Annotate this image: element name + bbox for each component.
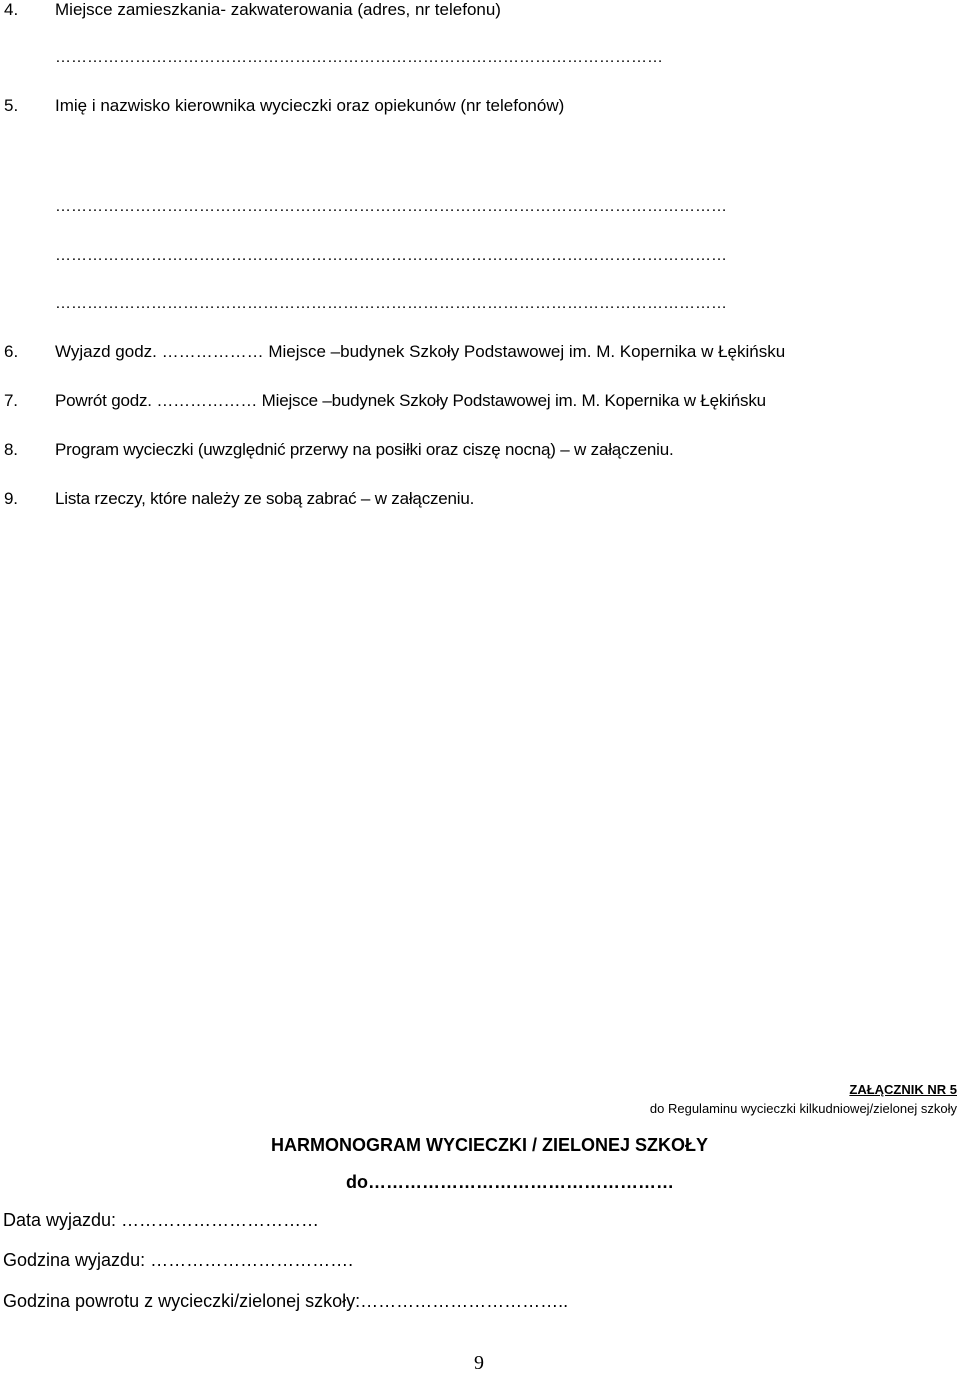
return-time-field[interactable]: Godzina powrotu z wycieczki/zielonej szkoły:…………………………….. — [3, 1291, 569, 1311]
item-5-dotted-line-1[interactable]: ……………………………………………………………………………………………………………… — [55, 198, 727, 215]
item-7-number: 7. — [4, 391, 18, 410]
item-4-number: 4. — [4, 0, 19, 19]
item-6-text: Wyjazd godz. ……………… Miejsce –budynek Szkoły Podstawowej im. M. Kopernika w Łękińsku — [55, 342, 786, 361]
item-5-dotted-line-2[interactable]: ……………………………………………………………………………………………………………… — [55, 247, 727, 264]
item-8-number: 8. — [4, 440, 18, 459]
item-5-text: Imię i nazwisko kierownika wycieczki oraz opiekunów (nr telefonów) — [55, 96, 565, 115]
annex-subtitle: do Regulaminu wycieczki kilkudniowej/zielonej szkoły — [649, 1101, 957, 1116]
departure-time-field[interactable]: Godzina wyjazdu: ……………………………. — [3, 1250, 354, 1270]
item-7-text: Powrót godz. ……………… Miejsce –budynek Szkoły Podstawowej im. M. Kopernika w Łękińsku — [55, 391, 766, 410]
item-4-text: Miejsce zamieszkania- zakwaterowania (adres, nr telefonu) — [55, 0, 501, 19]
item-5-dotted-line-3[interactable]: ……………………………………………………………………………………………………………… — [55, 295, 727, 312]
departure-date-field[interactable]: Data wyjazdu: …………………………… — [3, 1210, 320, 1230]
item-8-text: Program wycieczki (uwzględnić przerwy na posiłki oraz ciszę nocną) – w załączeniu. — [55, 440, 674, 459]
schedule-to-field[interactable]: do…………………………………………… — [346, 1172, 674, 1192]
item-9-text: Lista rzeczy, które należy ze sobą zabrać – w załączeniu. — [55, 489, 475, 508]
item-4-dotted-line[interactable]: …………………………………………………………………………………………………… — [55, 49, 663, 66]
item-9-number: 9. — [4, 489, 18, 508]
schedule-title: HARMONOGRAM WYCIECZKI / ZIELONEJ SZKOŁY — [271, 1135, 709, 1155]
item-5-number: 5. — [4, 96, 19, 115]
item-6-number: 6. — [4, 342, 19, 361]
page-number: 9 — [474, 1352, 484, 1374]
annex-label: ZAŁĄCZNIK NR 5 — [849, 1082, 957, 1097]
